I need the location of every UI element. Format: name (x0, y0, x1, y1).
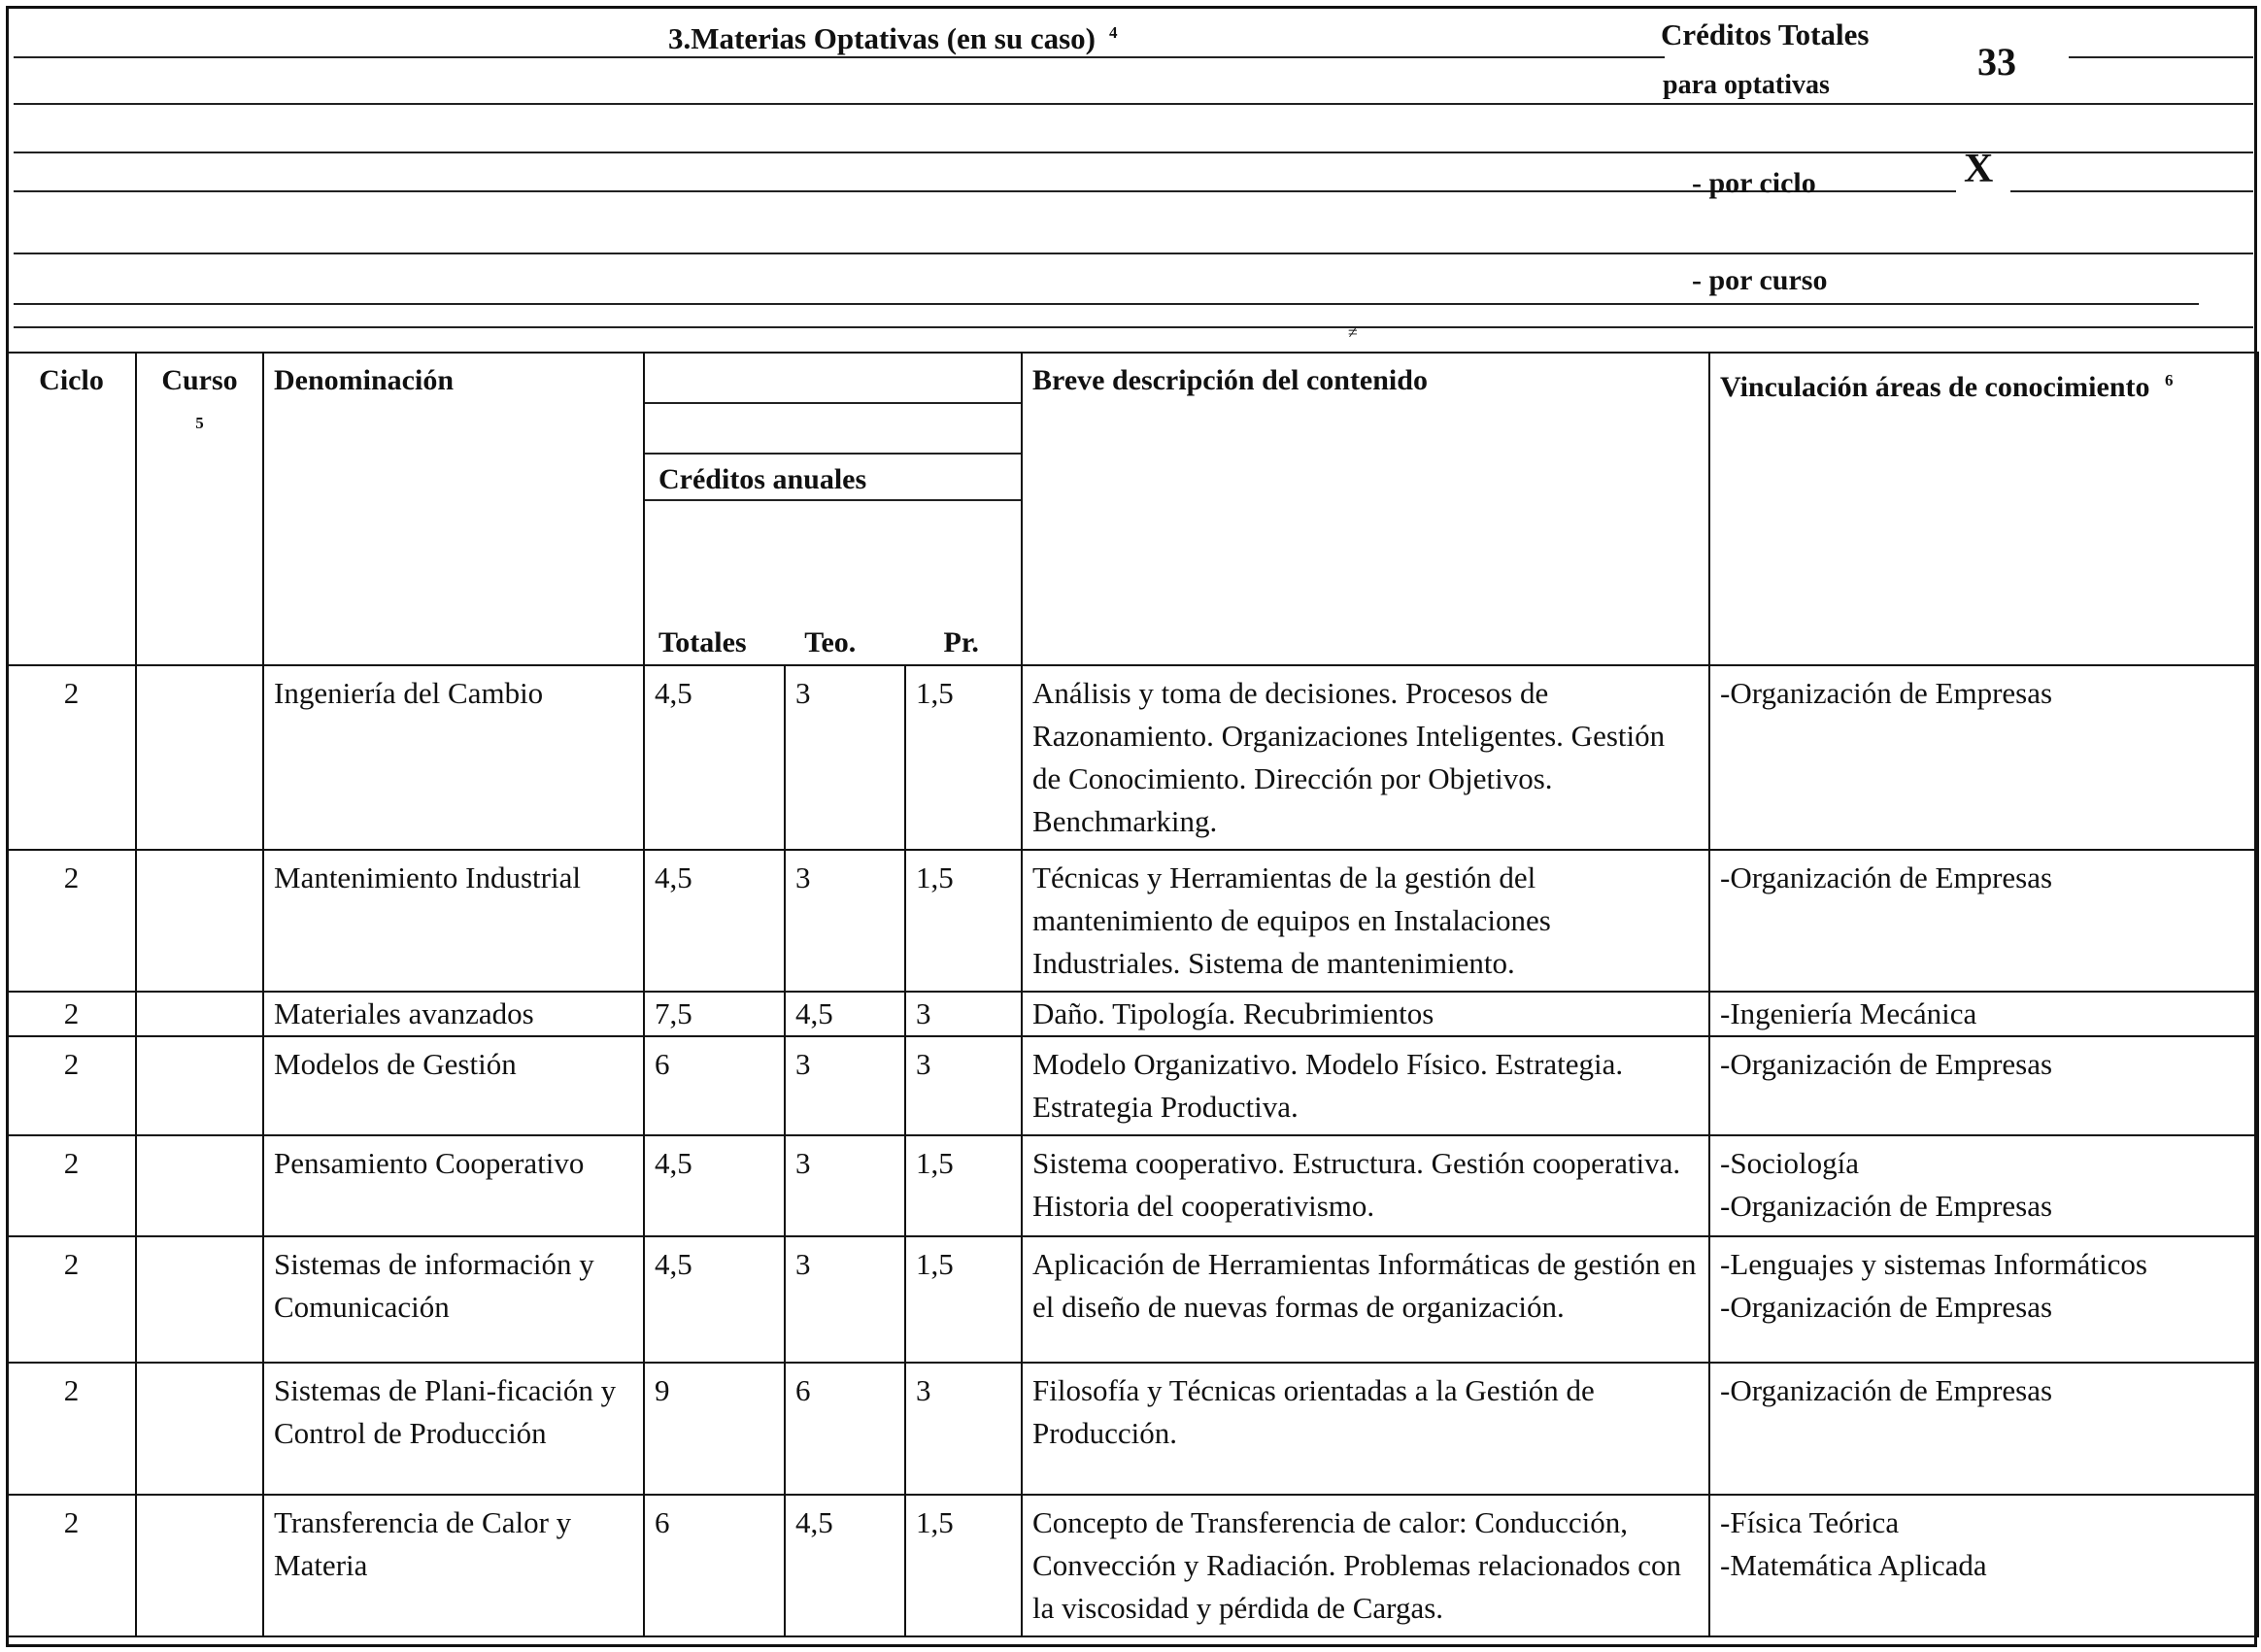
header-rule (14, 152, 2253, 153)
creditos-totales-label: Créditos Totales (1661, 17, 1870, 51)
cell-denominacion: Mantenimiento Industrial (263, 850, 644, 992)
col-header-totales: Totales (658, 626, 747, 658)
col-header-curso: Curso $^5$ (136, 353, 263, 665)
cell-denominacion: Modelos de Gestión (263, 1036, 644, 1135)
creditos-totales-value: 33 (1977, 40, 2016, 84)
cell-ciclo: 2 (7, 1363, 136, 1495)
para-optativas-label: para optativas (1663, 70, 1830, 100)
header-rule (14, 326, 2253, 328)
col-header-pr: Pr. (943, 626, 979, 658)
table-row (7, 1036, 2258, 1135)
cell-descripcion: Análisis y toma de decisiones. Procesos de Razonamiento. Organizaciones Inteligentes. Gestión de Conocimiento. Dirección por Objetivos. Benchmarking. (1022, 665, 1709, 850)
cell-vinculacion: -Organización de Empresas (1709, 665, 2258, 850)
cell-pr: 1,5 (905, 1135, 1022, 1236)
cell-ciclo: 2 (7, 1036, 136, 1135)
table-row (7, 850, 2258, 992)
table-row (7, 1495, 2258, 1636)
cell-curso (136, 1236, 263, 1363)
cell-totales: 4,5 (644, 850, 785, 992)
cell-teo: 4,5 (785, 1495, 905, 1636)
cell-totales: 4,5 (644, 1135, 785, 1236)
cell-totales: 6 (644, 1036, 785, 1135)
header-rule (14, 303, 2199, 305)
cell-teo: 3 (785, 1036, 905, 1135)
table-row (7, 1135, 2258, 1236)
cell-teo: 3 (785, 850, 905, 992)
header-rule (14, 56, 1665, 58)
cell-vinculacion: -Física Teórica -Matemática Aplicada (1709, 1495, 2258, 1636)
table-header-row (7, 353, 2258, 665)
por-ciclo-value: X (1964, 147, 1994, 191)
table-row (7, 1363, 2258, 1495)
cell-ciclo: 2 (7, 992, 136, 1036)
cell-totales: 6 (644, 1495, 785, 1636)
cell-pr: 3 (905, 1036, 1022, 1135)
optional-subjects-table (6, 352, 2259, 1637)
cell-ciclo: 2 (7, 1495, 136, 1636)
cell-vinculacion: -Ingeniería Mecánica (1709, 992, 2258, 1036)
col-header-teo: Teo. (804, 626, 857, 658)
table-row (7, 665, 2258, 850)
cell-denominacion: Pensamiento Cooperativo (263, 1135, 644, 1236)
cell-curso (136, 1363, 263, 1495)
cell-totales: 7,5 (644, 992, 785, 1036)
por-ciclo-label: - por ciclo (1692, 167, 1816, 199)
cell-vinculacion: -Organización de Empresas (1709, 1363, 2258, 1495)
col-header-descripcion: Breve descripción del contenido (1022, 353, 1709, 665)
header-rule (2010, 190, 2253, 192)
cell-denominacion: Ingeniería del Cambio (263, 665, 644, 850)
col-header-ciclo: Ciclo (7, 353, 136, 665)
cell-descripcion: Concepto de Transferencia de calor: Conducción, Convección y Radiación. Problemas relacionados con la viscosidad y pérdida de Cargas. (1022, 1495, 1709, 1636)
cell-vinculacion: -Lenguajes y sistemas Informáticos -Organización de Empresas (1709, 1236, 2258, 1363)
col-header-vinculacion: Vinculación áreas de conocimiento $^6$ (1709, 353, 2258, 665)
header-rule (14, 253, 2253, 254)
cell-vinculacion: -Organización de Empresas (1709, 850, 2258, 992)
cell-pr: 3 (905, 1363, 1022, 1495)
cell-pr: 1,5 (905, 665, 1022, 850)
cell-ciclo: 2 (7, 665, 136, 850)
cell-teo: 3 (785, 1135, 905, 1236)
table-row (7, 992, 2258, 1036)
cell-pr: 1,5 (905, 1495, 1022, 1636)
cell-vinculacion: -Sociología -Organización de Empresas (1709, 1135, 2258, 1236)
cell-denominacion: Transferencia de Calor y Materia (263, 1495, 644, 1636)
cell-curso (136, 1135, 263, 1236)
cell-descripcion: Aplicación de Herramientas Informáticas de gestión en el diseño de nuevas formas de organización. (1022, 1236, 1709, 1363)
stray-mark: ≠ (1348, 322, 1358, 342)
cell-teo: 3 (785, 665, 905, 850)
cell-curso (136, 850, 263, 992)
cell-teo: 6 (785, 1363, 905, 1495)
section-title: 3.Materias Optativas (en su caso) $^4$ (668, 21, 1118, 55)
cell-curso (136, 992, 263, 1036)
table-row (7, 1236, 2258, 1363)
header-rule (14, 190, 1956, 192)
cell-pr: 3 (905, 992, 1022, 1036)
cell-descripcion: Filosofía y Técnicas orientadas a la Gestión de Producción. (1022, 1363, 1709, 1495)
header-rule (2069, 56, 2253, 58)
cell-curso (136, 1495, 263, 1636)
header-rule (14, 103, 2253, 105)
cell-descripcion: Modelo Organizativo. Modelo Físico. Estrategia. Estrategia Productiva. (1022, 1036, 1709, 1135)
cell-curso (136, 665, 263, 850)
cell-descripcion: Sistema cooperativo. Estructura. Gestión cooperativa. Historia del cooperativismo. (1022, 1135, 1709, 1236)
cell-totales: 4,5 (644, 665, 785, 850)
cell-descripcion: Técnicas y Herramientas de la gestión del mantenimiento de equipos en Instalaciones Industriales. Sistema de mantenimiento. (1022, 850, 1709, 992)
cell-denominacion: Materiales avanzados (263, 992, 644, 1036)
cell-pr: 1,5 (905, 850, 1022, 992)
cell-curso (136, 1036, 263, 1135)
cell-vinculacion: -Organización de Empresas (1709, 1036, 2258, 1135)
col-header-creditos (644, 353, 1022, 665)
cell-denominacion: Sistemas de Plani-ficación y Control de Producción (263, 1363, 644, 1495)
cell-descripcion: Daño. Tipología. Recubrimientos (1022, 992, 1709, 1036)
cell-teo: 4,5 (785, 992, 905, 1036)
cell-denominacion: Sistemas de información y Comunicación (263, 1236, 644, 1363)
col-header-denominacion: Denominación (263, 353, 644, 665)
cell-ciclo: 2 (7, 850, 136, 992)
por-curso-label: - por curso (1692, 264, 1828, 296)
cell-pr: 1,5 (905, 1236, 1022, 1363)
cell-totales: 4,5 (644, 1236, 785, 1363)
cell-ciclo: 2 (7, 1236, 136, 1363)
cell-ciclo: 2 (7, 1135, 136, 1236)
cell-totales: 9 (644, 1363, 785, 1495)
creditos-anuales-label: Créditos anuales (658, 463, 867, 495)
cell-teo: 3 (785, 1236, 905, 1363)
